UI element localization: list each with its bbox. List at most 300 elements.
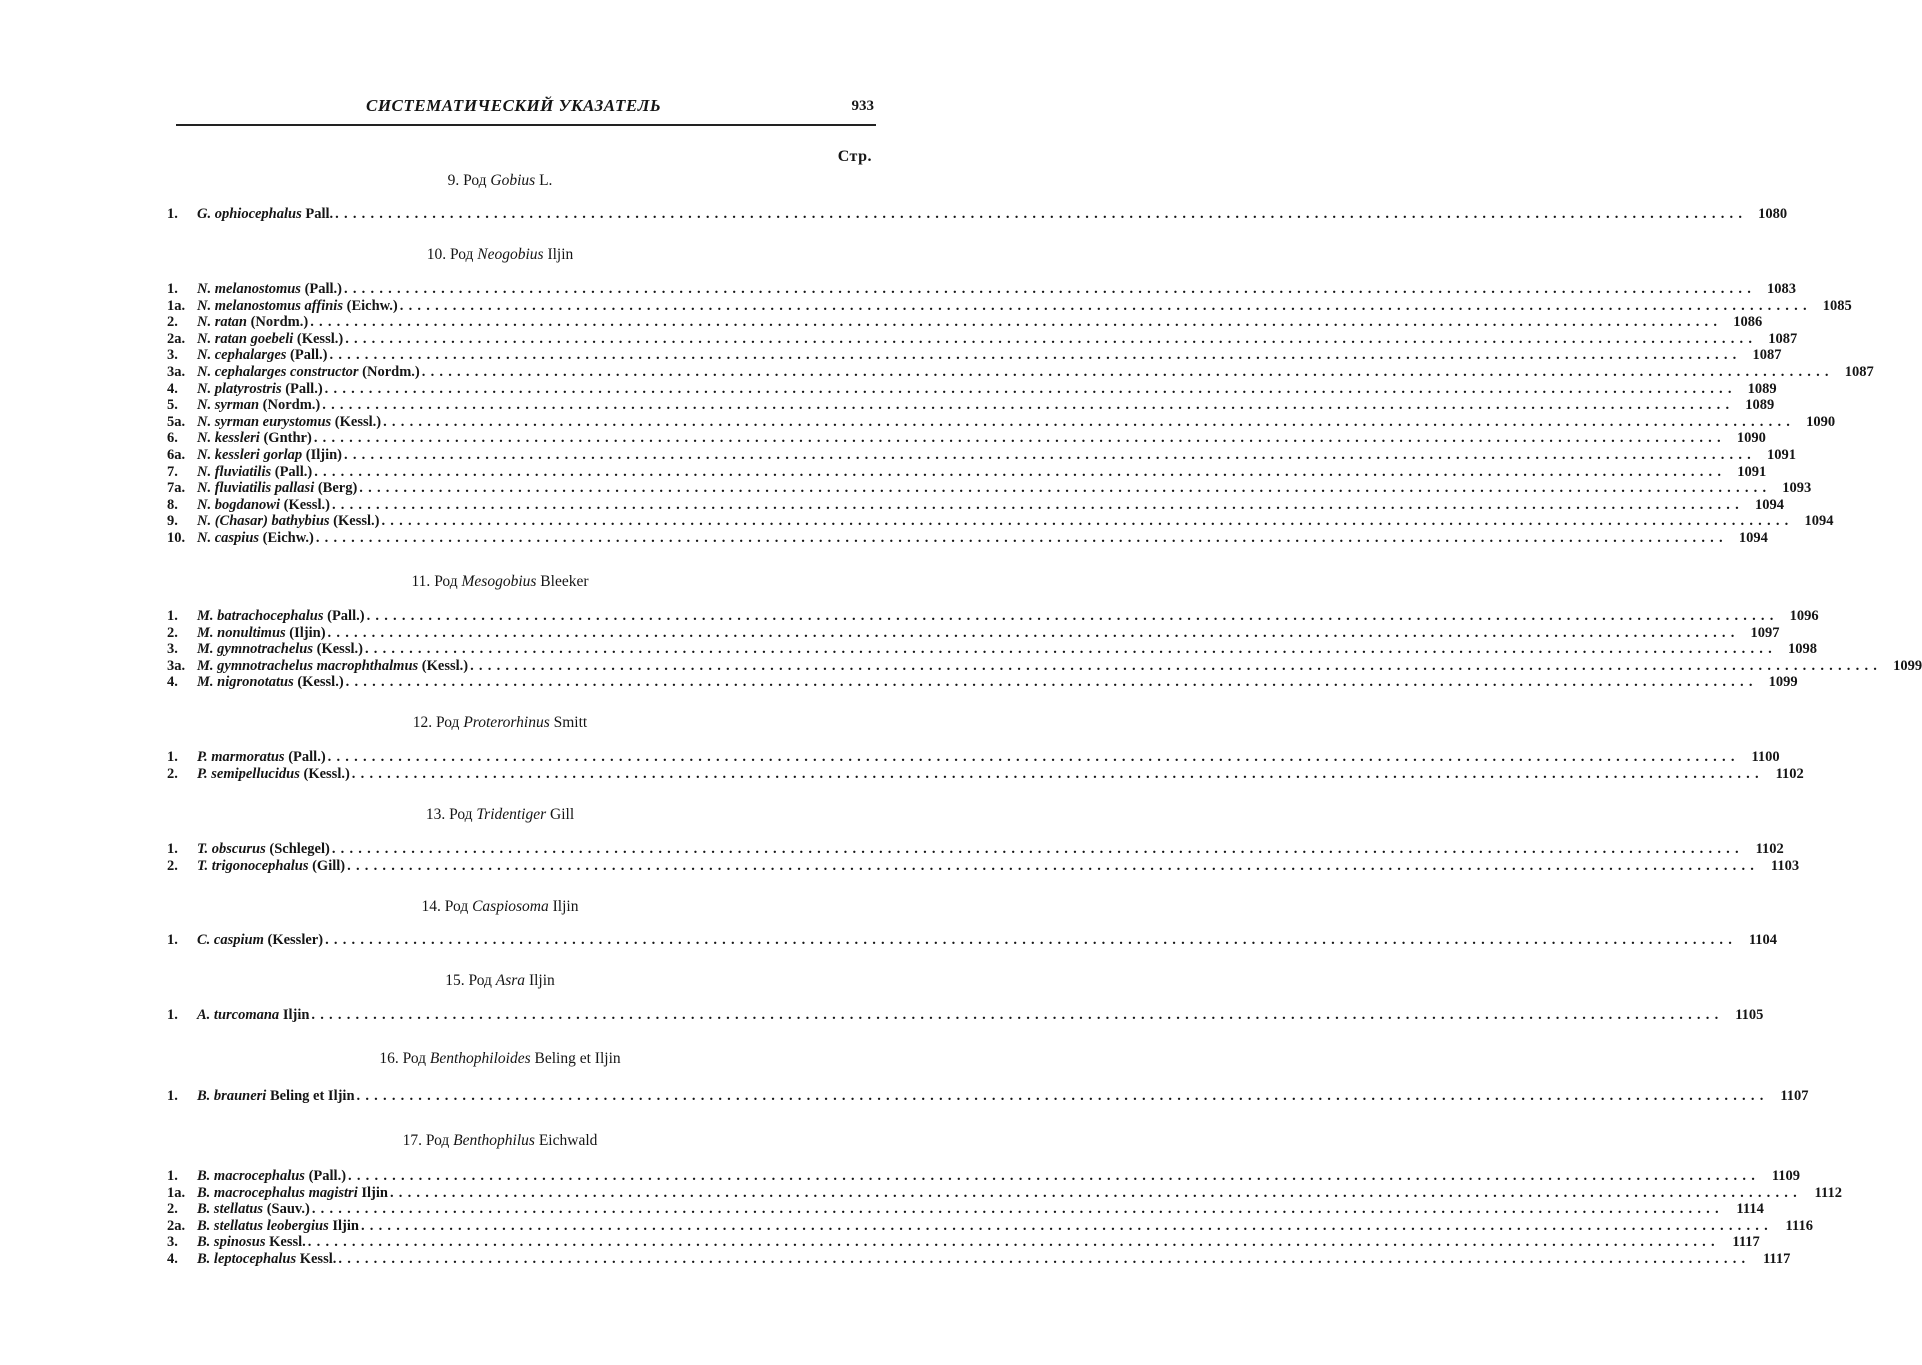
- species-name: [197, 281, 342, 298]
- page-ref: 1086: [1733, 314, 1763, 331]
- species-entry: [167, 206, 1788, 223]
- page-ref: 1105: [1735, 1007, 1764, 1023]
- species-binomial: G. ophiocephalus: [197, 206, 302, 222]
- genus-author: Beling et Iljin: [534, 1050, 621, 1067]
- species-binomial: P. marmoratus: [197, 749, 285, 765]
- dot-leader: ................................................................................................................................................................: [311, 1007, 1724, 1023]
- species-entry: [167, 1184, 1842, 1202]
- entry-number: 4.: [167, 1250, 178, 1267]
- entry-number: 2a.: [167, 330, 186, 347]
- species-binomial: N. syrman: [197, 397, 260, 414]
- dot-leader: ................................................................................................................................................................: [322, 397, 1735, 414]
- genus-heading: [150, 806, 850, 824]
- species-entry: [167, 657, 1922, 675]
- species-entry: [167, 765, 1804, 783]
- dot-leader: ................................................................................................................................................................: [344, 281, 1757, 297]
- species-author: (Kessl.): [296, 330, 344, 347]
- entry-number: 1.: [167, 281, 178, 297]
- entry-number: 2.: [167, 624, 178, 641]
- entry-number: 4.: [167, 380, 178, 397]
- genus-author: L.: [539, 172, 553, 189]
- entry-number: 1.: [167, 206, 178, 222]
- species-entry: [167, 413, 1836, 431]
- species-name: [197, 497, 330, 514]
- species-name: [197, 641, 363, 658]
- species-name: [197, 314, 308, 331]
- genus-author: Smitt: [553, 714, 588, 731]
- page-ref: 1102: [1755, 841, 1784, 857]
- species-binomial: N. fluviatilis: [197, 463, 272, 480]
- dot-leader: ................................................................................................................................................................: [324, 380, 1737, 397]
- species-name: [197, 1201, 310, 1218]
- page-ref: 1090: [1736, 430, 1766, 447]
- page-ref: 1094: [1738, 529, 1768, 546]
- entry-number: 3a.: [167, 657, 186, 674]
- species-binomial: B. spinosus: [197, 1234, 266, 1251]
- genus-heading: [150, 573, 850, 591]
- genus-rod: Род: [463, 172, 487, 189]
- entry-number: 1.: [167, 749, 178, 765]
- species-binomial: N. ratan goebeli: [197, 330, 294, 347]
- dot-leader: ................................................................................................................................................................: [344, 446, 1756, 463]
- species-entry: [167, 857, 1800, 875]
- species-author: (Schlegel): [269, 841, 330, 857]
- species-author: (Nordm.): [262, 397, 321, 414]
- page-ref: 1117: [1732, 1234, 1760, 1251]
- species-name: [197, 625, 326, 642]
- species-name: [197, 447, 342, 464]
- entry-number: 8.: [167, 496, 178, 513]
- genus-author: Iljin: [528, 972, 555, 989]
- species-author: (Nordm.): [362, 363, 420, 380]
- genus-heading: [150, 1132, 850, 1150]
- dot-leader: ................................................................................................................................................................: [345, 674, 1758, 691]
- dot-leader: ................................................................................................................................................................: [381, 513, 1794, 530]
- species-name: [197, 1168, 346, 1185]
- species-name: [197, 464, 312, 481]
- page-ref: 1116: [1785, 1217, 1813, 1234]
- species-author: (Iljin): [289, 624, 326, 641]
- species-binomial: N. melanostomus affinis: [197, 297, 343, 314]
- entry-number: 4.: [167, 674, 178, 691]
- page-ref: 1091: [1737, 463, 1767, 480]
- page-ref: 1087: [1768, 330, 1798, 347]
- dot-leader: ................................................................................................................................................................: [314, 463, 1727, 480]
- species-entry: [167, 297, 1852, 315]
- entry-number: 9.: [167, 513, 178, 530]
- species-author: (Kessl.): [283, 496, 330, 513]
- dot-leader: ................................................................................................................................................................: [313, 430, 1726, 447]
- genus-rod: Род: [449, 246, 474, 263]
- entry-number: 2.: [167, 1201, 178, 1218]
- dot-leader: ................................................................................................................................................................: [327, 749, 1740, 765]
- dot-leader: ................................................................................................................................................................: [399, 297, 1812, 314]
- page-ref: 1080: [1758, 206, 1788, 222]
- dot-leader: ................................................................................................................................................................: [315, 529, 1728, 546]
- dot-leader: ................................................................................................................................................................: [335, 206, 1748, 222]
- genus-author: Gill: [550, 806, 575, 823]
- genus-name: Benthophilus: [453, 1132, 535, 1149]
- species-binomial: N. kessleri gorlap: [197, 446, 303, 463]
- species-author: (Kessl.): [333, 513, 380, 530]
- species-name: [197, 932, 323, 949]
- genus-heading: [150, 246, 850, 264]
- species-author: (Pall.): [288, 749, 326, 765]
- entry-number: 6.: [167, 430, 178, 447]
- page-ref: 1087: [1752, 347, 1782, 364]
- genus-number: 17.: [402, 1132, 422, 1149]
- species-entry: [167, 529, 1768, 547]
- entry-number: 2a.: [167, 1217, 186, 1234]
- species-author: Iljin: [361, 1184, 388, 1201]
- dot-leader: ................................................................................................................................................................: [356, 1088, 1769, 1104]
- species-list: [167, 608, 1922, 691]
- dot-leader: ................................................................................................................................................................: [389, 1184, 1802, 1201]
- species-author: (Nordm.): [250, 314, 309, 331]
- genus-name: Tridentiger: [476, 806, 547, 823]
- species-entry: [167, 1007, 1764, 1024]
- species-author: (Kessl.): [316, 641, 363, 658]
- page-ref: 1097: [1750, 624, 1780, 641]
- entry-number: 2.: [167, 765, 178, 782]
- species-binomial: B. macrocephalus: [197, 1168, 305, 1184]
- genus-heading: [150, 714, 850, 732]
- species-name: [197, 513, 379, 530]
- genus-heading: [150, 898, 850, 916]
- species-author: (Pall.): [308, 1168, 347, 1184]
- species-binomial: B. brauneri: [197, 1088, 267, 1104]
- page-ref: 1112: [1814, 1184, 1842, 1201]
- page-ref: 1102: [1775, 765, 1804, 782]
- dot-leader: ................................................................................................................................................................: [364, 641, 1777, 658]
- species-entry: [167, 608, 1819, 625]
- entry-number: 2.: [167, 857, 178, 874]
- species-list: [167, 1088, 1809, 1105]
- genus-number: 16.: [379, 1050, 399, 1067]
- page-header: [176, 94, 876, 126]
- dot-leader: ................................................................................................................................................................: [348, 1168, 1761, 1184]
- species-name: [197, 1185, 388, 1202]
- entry-number: 7a.: [167, 480, 186, 497]
- species-entry: [167, 347, 1782, 364]
- species-name: [197, 858, 345, 875]
- species-list: [167, 1007, 1764, 1024]
- running-title: СИСТЕМАТИЧЕСКИЙ УКАЗАТЕЛЬ: [366, 96, 662, 115]
- species-entry: [167, 1250, 1791, 1268]
- species-entry: [167, 624, 1780, 642]
- species-author: Iljin: [282, 1007, 310, 1023]
- genus-rod: Род: [444, 898, 469, 915]
- species-name: [197, 347, 328, 364]
- genus-author: Eichwald: [538, 1132, 598, 1149]
- entry-number: 1.: [167, 841, 178, 857]
- species-binomial: T. trigonocephalus: [197, 857, 309, 874]
- dot-leader: ................................................................................................................................................................: [360, 1217, 1773, 1234]
- genus-rod: Род: [436, 714, 460, 731]
- species-author: (Pall.): [327, 608, 365, 624]
- species-name: [197, 658, 468, 675]
- species-name: [197, 298, 398, 315]
- species-binomial: N. fluviatilis pallasi: [197, 480, 315, 497]
- species-name: [197, 206, 333, 223]
- genus-heading: [150, 1050, 850, 1068]
- genus-rod: Род: [425, 1132, 450, 1149]
- species-entry: [167, 430, 1766, 447]
- species-name: [197, 1088, 355, 1105]
- species-list: [167, 932, 1778, 949]
- species-binomial: B. stellatus leobergius: [197, 1217, 329, 1234]
- genus-rod: Род: [468, 972, 492, 989]
- page-ref: 1089: [1745, 397, 1775, 414]
- entry-number: 2.: [167, 314, 178, 331]
- species-author: (Eichw.): [346, 297, 398, 314]
- genus-name: Benthophiloides: [429, 1050, 531, 1067]
- page-ref: 1090: [1806, 413, 1836, 430]
- species-binomial: B. macrocephalus magistri: [197, 1184, 358, 1201]
- page-column-header: Стр.: [837, 148, 872, 165]
- species-binomial: N. kessleri: [197, 430, 260, 447]
- genus-name: Asra: [495, 972, 526, 989]
- species-author: (Pall.): [304, 281, 343, 297]
- page-ref: 1117: [1762, 1250, 1791, 1267]
- species-name: [197, 530, 314, 547]
- species-entry: [167, 463, 1767, 481]
- species-name: [197, 381, 323, 398]
- page-ref: 1107: [1780, 1088, 1809, 1104]
- species-entry: [167, 674, 1798, 691]
- page-ref: 1104: [1748, 932, 1778, 948]
- species-name: [197, 1234, 306, 1251]
- species-name: [197, 608, 365, 625]
- page-ref: 1099: [1768, 674, 1798, 691]
- page-ref: 1103: [1770, 857, 1800, 874]
- genus-rod: Род: [449, 806, 473, 823]
- page-ref: 1096: [1789, 608, 1819, 624]
- page-ref: 1085: [1822, 297, 1852, 314]
- species-author: (Gnthr): [263, 430, 312, 447]
- genus-author: Iljin: [552, 898, 579, 915]
- species-name: [197, 430, 312, 447]
- page-ref: 1087: [1844, 363, 1874, 380]
- species-author: (Kessl.): [334, 413, 382, 430]
- species-entry: [167, 363, 1874, 381]
- species-author: (Eichw.): [262, 529, 314, 546]
- genus-number: 14.: [421, 898, 441, 915]
- entry-number: 1.: [167, 1088, 178, 1104]
- genus-name: Caspiosoma: [472, 898, 549, 915]
- dot-leader: ................................................................................................................................................................: [347, 857, 1760, 874]
- species-author: Beling et Iljin: [269, 1088, 355, 1104]
- page-ref: 1100: [1751, 749, 1780, 765]
- dot-leader: ................................................................................................................................................................: [327, 624, 1740, 641]
- species-entry: [167, 314, 1763, 331]
- page-ref: 1089: [1747, 380, 1777, 397]
- species-entry: [167, 397, 1775, 414]
- species-name: [197, 364, 420, 381]
- entry-number: 1.: [167, 608, 178, 624]
- species-author: (Iljin): [305, 446, 342, 463]
- species-author: (Kessl.): [297, 674, 344, 691]
- species-binomial: M. nigronotatus: [197, 674, 294, 691]
- species-author: (Pall.): [274, 463, 313, 480]
- dot-leader: ................................................................................................................................................................: [325, 932, 1738, 948]
- page-ref: 1091: [1767, 446, 1796, 463]
- dot-leader: ................................................................................................................................................................: [307, 1234, 1720, 1251]
- page-ref: 1114: [1736, 1201, 1764, 1218]
- species-binomial: M. gymnotrachelus macrophthalmus: [197, 657, 419, 674]
- species-binomial: T. obscurus: [197, 841, 266, 857]
- species-author: (Berg): [317, 480, 358, 497]
- dot-leader: ................................................................................................................................................................: [329, 347, 1742, 364]
- species-binomial: N. bogdanowi: [197, 496, 280, 513]
- species-author: (Pall.): [285, 380, 323, 397]
- species-entry: [167, 380, 1777, 398]
- species-binomial: N. (Chasar) bathybius: [197, 513, 330, 530]
- genus-rod: Род: [434, 573, 458, 590]
- genus-heading: [150, 172, 850, 190]
- dot-leader: ................................................................................................................................................................: [310, 314, 1723, 331]
- species-list: [167, 1168, 1842, 1268]
- species-entry: [167, 749, 1780, 766]
- species-author: (Kessl.): [421, 657, 469, 674]
- species-entry: [167, 641, 1817, 658]
- species-binomial: P. semipellucidus: [197, 765, 300, 782]
- species-binomial: M. nonultimus: [197, 624, 286, 641]
- species-name: [197, 397, 320, 414]
- genus-author: Bleeker: [540, 573, 589, 590]
- genus-name: Mesogobius: [461, 573, 537, 590]
- entry-number: 3a.: [167, 363, 186, 380]
- dot-leader: ................................................................................................................................................................: [331, 496, 1744, 513]
- species-entry: [167, 841, 1784, 858]
- species-binomial: M. gymnotrachelus: [197, 641, 314, 658]
- species-entry: [167, 1217, 1813, 1235]
- genus-name: Gobius: [490, 172, 536, 189]
- species-list: [167, 841, 1800, 874]
- species-entry: [167, 496, 1784, 514]
- entry-number: 1.: [167, 1007, 178, 1023]
- species-author: Kessl.: [269, 1234, 306, 1251]
- species-binomial: N. caspius: [197, 529, 260, 546]
- species-entry: [167, 1088, 1809, 1105]
- genus-heading: [150, 972, 850, 990]
- species-entry: [167, 513, 1834, 530]
- species-entry: [167, 281, 1797, 298]
- species-name: [197, 674, 344, 691]
- species-entry: [167, 480, 1812, 497]
- species-name: [197, 331, 343, 348]
- species-entry: [167, 1234, 1760, 1251]
- dot-leader: ................................................................................................................................................................: [351, 765, 1764, 782]
- dot-leader: ................................................................................................................................................................: [359, 480, 1772, 497]
- genus-number: 12.: [412, 714, 433, 731]
- species-author: Kessl.: [299, 1250, 337, 1267]
- entry-number: 6a.: [167, 446, 186, 463]
- dot-leader: ................................................................................................................................................................: [366, 608, 1779, 624]
- species-binomial: N. syrman eurystomus: [197, 413, 332, 430]
- species-name: [197, 480, 357, 497]
- genus-rod: Род: [402, 1050, 427, 1067]
- species-author: (Kessler): [267, 932, 324, 948]
- page-ref: 1093: [1782, 480, 1812, 497]
- genus-number: 15.: [445, 972, 465, 989]
- species-binomial: C. caspium: [197, 932, 264, 948]
- genus-name: Proterorhinus: [463, 714, 550, 731]
- species-name: [197, 1251, 336, 1268]
- species-binomial: N. melanostomus: [197, 281, 301, 297]
- page-ref: 1094: [1804, 513, 1834, 530]
- species-author: (Gill): [312, 857, 346, 874]
- page-ref: 1098: [1787, 641, 1817, 658]
- entry-number: 5a.: [167, 413, 186, 430]
- entry-number: 1a.: [167, 1184, 186, 1201]
- species-name: [197, 1007, 309, 1024]
- species-author: Iljin: [332, 1217, 359, 1234]
- species-name: [197, 1218, 359, 1235]
- species-author: (Kessl.): [303, 765, 350, 782]
- species-name: [197, 841, 330, 858]
- entry-number: 5.: [167, 397, 178, 414]
- dot-leader: ................................................................................................................................................................: [338, 1250, 1751, 1267]
- dot-leader: ................................................................................................................................................................: [331, 841, 1744, 857]
- entry-number: 3.: [167, 347, 178, 364]
- species-name: [197, 766, 350, 783]
- page-ref: 1109: [1771, 1168, 1801, 1184]
- species-entry: [167, 330, 1798, 348]
- entry-number: 7.: [167, 463, 178, 480]
- entry-number: 3.: [167, 641, 178, 658]
- species-entry: [167, 1168, 1801, 1185]
- page-ref: 1094: [1754, 496, 1784, 513]
- species-list: [167, 206, 1788, 223]
- page-ref: 1099: [1893, 657, 1922, 674]
- species-author: (Pall.): [290, 347, 328, 364]
- species-list: [167, 281, 1874, 547]
- genus-number: 9.: [447, 172, 460, 189]
- species-binomial: N. ratan: [197, 314, 247, 331]
- genus-number: 13.: [425, 806, 446, 823]
- species-name: [197, 414, 381, 431]
- page-number: 933: [851, 98, 874, 114]
- species-entry: [167, 932, 1778, 949]
- species-binomial: M. batrachocephalus: [197, 608, 324, 624]
- dot-leader: ................................................................................................................................................................: [383, 413, 1796, 430]
- genus-number: 10.: [426, 246, 447, 263]
- species-author: Pall.: [305, 206, 334, 222]
- entry-number: 3.: [167, 1234, 178, 1251]
- dot-leader: ................................................................................................................................................................: [421, 363, 1834, 380]
- species-binomial: N. platyrostris: [197, 380, 282, 397]
- species-author: (Sauv.): [266, 1201, 310, 1218]
- page-ref: 1083: [1767, 281, 1797, 297]
- entry-number: 10.: [167, 529, 186, 546]
- dot-leader: ................................................................................................................................................................: [311, 1201, 1724, 1218]
- genus-author: Iljin: [547, 246, 574, 263]
- species-binomial: N. cephalarges: [197, 347, 287, 364]
- species-entry: [167, 446, 1796, 464]
- species-binomial: A. turcomana: [197, 1007, 280, 1023]
- dot-leader: ................................................................................................................................................................: [470, 657, 1883, 674]
- entry-number: 1a.: [167, 297, 186, 314]
- entry-number: 1.: [167, 932, 178, 948]
- species-binomial: B. leptocephalus: [197, 1250, 297, 1267]
- dot-leader: ................................................................................................................................................................: [345, 330, 1758, 347]
- entry-number: 1.: [167, 1168, 178, 1184]
- genus-number: 11.: [411, 573, 431, 590]
- species-entry: [167, 1201, 1764, 1218]
- species-name: [197, 749, 326, 766]
- species-binomial: N. cephalarges constructor: [197, 363, 359, 380]
